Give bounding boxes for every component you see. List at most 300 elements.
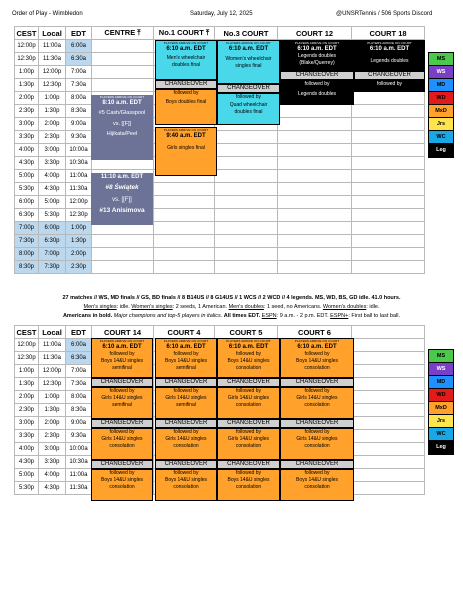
no3-m2b: Quad wheelchair doubles final <box>229 101 268 115</box>
local-time: 12:00p <box>39 66 66 79</box>
cest-time: 3:30p <box>15 131 39 144</box>
legend-md: MD <box>429 376 453 389</box>
edt-time: 11:00a <box>66 469 92 482</box>
match-line-2: consolation <box>235 401 262 408</box>
c18-arrive-label: PLAYERS ARRIVE ON COURT <box>367 41 412 45</box>
cest-time: 12:00p <box>15 339 39 352</box>
local-time: 3:30p <box>39 456 66 469</box>
local-time: 12:30p <box>39 378 66 391</box>
italics-note: Major champions and top-5 players in italics. <box>113 313 223 319</box>
court-0-first-match <box>91 338 153 378</box>
time-row <box>15 209 425 222</box>
court-slot <box>154 261 215 274</box>
c12-m2b: Legends doubles <box>297 90 337 97</box>
edt-time: 8:30a <box>66 105 92 118</box>
column-header-3: COURT 14 <box>92 326 154 339</box>
local-time: 4:00p <box>39 170 66 183</box>
local-time: 2:00p <box>39 118 66 131</box>
match-line-1: Boys 14&U singles <box>296 476 338 483</box>
court-slot <box>352 430 425 443</box>
no3-m2a: followed by <box>235 94 261 100</box>
c18-m2a: followed by <box>376 81 402 87</box>
time-row <box>15 183 425 196</box>
local-time: 11:30a <box>39 352 66 365</box>
court-slot <box>352 248 425 261</box>
court-slot <box>215 248 278 261</box>
match-line-0: followed by <box>173 388 199 394</box>
match-line-2: consolation <box>109 483 135 490</box>
court-0-match-3 <box>91 469 153 501</box>
local-time: 1:00p <box>39 391 66 404</box>
court-2-match-3 <box>217 469 280 501</box>
womens-doubles-status: : idle. <box>366 304 380 310</box>
court-slot <box>352 261 425 274</box>
match-line-0: followed by <box>109 429 135 435</box>
no1-m1: Men's wheelchair doubles final <box>166 55 206 68</box>
match-line-2: semifinal <box>112 364 132 371</box>
changeover-label: CHANGEOVER <box>227 379 270 385</box>
court-slot <box>215 144 278 157</box>
match-line-0: followed by <box>173 429 199 435</box>
cest-time: 5:00p <box>15 170 39 183</box>
no1-match-1 <box>155 40 217 80</box>
arrive-label: PLAYERS ARRIVE ON COURT <box>294 339 340 343</box>
court-slot <box>278 235 352 248</box>
changeover-label: CHANGEOVER <box>227 461 270 467</box>
no3-start: 6:10 a.m. EDT <box>228 46 269 53</box>
time-row <box>15 196 425 209</box>
match-line-1: Girls 14&U singles <box>227 394 270 401</box>
court-slot <box>278 157 352 170</box>
match-line-0: followed by <box>235 429 261 435</box>
legend-top <box>428 52 454 158</box>
mens-doubles-status: : 1 seed, no Americans. <box>263 304 322 310</box>
local-time: 12:00p <box>39 365 66 378</box>
local-time: 7:00p <box>39 248 66 261</box>
column-header-6: COURT 12 <box>278 27 352 40</box>
no3-match-2 <box>217 93 280 125</box>
no1-arrive-label: PLAYERS ARRIVE ON COURT <box>163 41 209 45</box>
changeover-label: CHANGEOVER <box>100 379 144 385</box>
court-slot <box>92 235 154 248</box>
local-time: 2:30p <box>39 131 66 144</box>
changeover-label: CHANGEOVER <box>164 379 208 385</box>
match-line-1: Boys 14&U singles <box>227 357 270 364</box>
summary-line-1: 27 matches // WS, MD finals // GS, BD finals // 8 B14US // 8 G14US // 1 WCS // 2 WCD // 4 legends. MS, WD, BS, GD idle. 41.0 hours. <box>62 295 401 301</box>
changeover-label: CHANGEOVER <box>100 461 144 467</box>
legend-bottom <box>428 349 454 455</box>
match-line-1: Boys 14&U singles <box>101 357 143 364</box>
court-slot <box>92 66 154 79</box>
edt-time: 6:00a <box>66 40 92 53</box>
centre-m1-l1: #5 Cash/Glasspool <box>98 110 146 117</box>
cest-time: 2:00p <box>15 391 39 404</box>
court-2-first-match <box>217 338 280 378</box>
no3-changeover <box>217 84 280 93</box>
changeover-bar <box>91 378 153 387</box>
changeover-bar <box>155 460 217 469</box>
cest-time: 4:30p <box>15 456 39 469</box>
match-line-0: followed by <box>109 388 135 394</box>
time-row <box>15 131 425 144</box>
court-slot <box>92 40 154 53</box>
edt-time: 12:00p <box>66 196 92 209</box>
court-3-match-3 <box>280 469 354 501</box>
column-header-3: CENTRE ⤒ <box>92 27 154 40</box>
legend-mxd: MxD <box>429 105 453 118</box>
legend-jrs: Jrs <box>429 415 453 428</box>
column-header-2: EDT <box>66 27 92 40</box>
edt-time: 10:00a <box>66 443 92 456</box>
match-line-2: consolation <box>235 442 262 449</box>
centre-m2-l3: #13 Anisimova <box>99 206 145 214</box>
court-slot <box>215 261 278 274</box>
local-time: 3:00p <box>39 144 66 157</box>
edt-time: 9:30a <box>66 430 92 443</box>
cest-time: 6:30p <box>15 209 39 222</box>
match-line-0: followed by <box>173 470 199 476</box>
court-slot <box>92 79 154 92</box>
arrive-label: PLAYERS ARRIVE ON COURT <box>99 339 145 343</box>
cest-time: 6:00p <box>15 196 39 209</box>
court-slot <box>278 105 352 118</box>
court-slot <box>278 118 352 131</box>
match-line-2: semifinal <box>176 364 196 371</box>
changeover-label: CHANGEOVER <box>295 461 339 467</box>
cest-time: 12:00p <box>15 40 39 53</box>
time-row <box>15 261 425 274</box>
mens-doubles-label: Men's doubles <box>228 304 264 310</box>
time-row <box>15 144 425 157</box>
edt-time: 12:30p <box>66 209 92 222</box>
edt-time: 10:00a <box>66 144 92 157</box>
changeover-bar <box>155 378 217 387</box>
legend-wc: WC <box>429 131 453 144</box>
centre-arrive-label: PLAYERS ARRIVE ON COURT <box>99 95 145 99</box>
edt-time: 6:30a <box>66 352 92 365</box>
cest-time: 8:00p <box>15 248 39 261</box>
legend-ms: MS <box>429 53 453 66</box>
court-slot <box>352 209 425 222</box>
page-date: Saturday, July 12, 2025 <box>190 11 253 17</box>
edt-time: 6:30a <box>66 53 92 66</box>
changeover-bar <box>155 419 217 428</box>
legend-ms: MS <box>429 350 453 363</box>
womens-singles-label: Women's singles <box>131 304 173 310</box>
court-2-match-2 <box>217 428 280 460</box>
column-header-empty <box>352 326 425 339</box>
changeover-bar <box>217 378 280 387</box>
mens-singles-label: Men's singles <box>83 304 117 310</box>
court-slot <box>352 378 425 391</box>
court-slot <box>92 53 154 66</box>
cest-time: 4:30p <box>15 157 39 170</box>
court-slot <box>154 222 215 235</box>
column-header-6: COURT 6 <box>278 326 352 339</box>
court-slot <box>278 196 352 209</box>
local-time: 11:30a <box>39 53 66 66</box>
match-line-0: followed by <box>304 470 330 476</box>
match-line-2: consolation <box>109 442 135 449</box>
c18-match-1 <box>354 40 425 71</box>
legend-ws: WS <box>429 66 453 79</box>
court-slot <box>278 248 352 261</box>
court-slot <box>352 365 425 378</box>
no1-changeover <box>155 80 217 89</box>
match-line-1: Boys 14&U singles <box>296 357 338 364</box>
cest-time: 2:30p <box>15 105 39 118</box>
local-time: 1:30p <box>39 404 66 417</box>
centre-start-1: 8:10 a.m. EDT <box>102 100 142 107</box>
court-slot <box>154 183 215 196</box>
court-2-match-1 <box>217 387 280 419</box>
local-time: 11:00a <box>39 339 66 352</box>
page-credit: @UNSRTennis / 506 Sports Discord <box>336 11 433 17</box>
time-row <box>15 170 425 183</box>
no1-arrive-label-2: PLAYERS ARRIVE ON COURT <box>163 128 209 132</box>
match-line-2: consolation <box>173 442 199 449</box>
local-time: 4:30p <box>39 183 66 196</box>
edt-time: 11:30a <box>66 183 92 196</box>
centre-match-1 <box>91 95 153 160</box>
espn-hours: : 9 a.m. - 2 p.m. EDT. <box>276 313 329 319</box>
court-slot <box>154 196 215 209</box>
column-header-0: CEST <box>16 327 37 337</box>
cest-time: 1:30p <box>15 79 39 92</box>
column-header-0: CEST <box>16 28 37 38</box>
espn-label: ESPN <box>261 313 277 319</box>
changeover-bar <box>217 460 280 469</box>
cest-time: 2:00p <box>15 92 39 105</box>
local-time: 6:00p <box>39 222 66 235</box>
match-line-1: Girls 14&U singles <box>296 394 338 401</box>
court-1-match-2 <box>155 428 217 460</box>
match-line-1: Girls 14&U singles <box>165 435 207 442</box>
centre-m2-l1: #8 Świątek <box>105 184 139 192</box>
match-line-2: consolation <box>304 442 330 449</box>
court-slot <box>352 92 425 105</box>
match-line-2: consolation <box>304 483 330 490</box>
no3-changeover-label: CHANGEOVER <box>227 85 270 91</box>
court-slot <box>352 144 425 157</box>
local-time: 4:30p <box>39 482 66 495</box>
court-slot <box>352 131 425 144</box>
match-line-2: consolation <box>235 364 262 371</box>
cest-time: 7:30p <box>15 235 39 248</box>
court-slot <box>278 261 352 274</box>
espn-plus-label: ESPN+ <box>330 313 349 319</box>
c12-m1a: Legends doubles <box>297 53 337 60</box>
changeover-label: CHANGEOVER <box>295 379 339 385</box>
court-slot <box>215 222 278 235</box>
column-header-1: Local <box>39 326 66 339</box>
match-line-0: followed by <box>304 388 330 394</box>
court-0-match-2 <box>91 428 153 460</box>
c12-match-2 <box>280 80 354 105</box>
americans-note: Americans in bold. <box>62 313 113 319</box>
edt-time: 1:30p <box>66 235 92 248</box>
court-slot <box>352 222 425 235</box>
changeover-label: CHANGEOVER <box>295 420 339 426</box>
legend-wc: WC <box>429 428 453 441</box>
court-slot <box>352 235 425 248</box>
court-slot <box>352 183 425 196</box>
court-slot <box>215 183 278 196</box>
court-slot <box>352 391 425 404</box>
centre-start-2: 11:10 a.m. EDT <box>100 174 144 180</box>
column-header-4: COURT 4 <box>154 326 215 339</box>
no3-m1: Women's wheelchair singles final <box>225 56 272 69</box>
cest-time: 7:00p <box>15 222 39 235</box>
court-1-match-3 <box>155 469 217 501</box>
court-slot <box>352 118 425 131</box>
match-line-1: Boys 14&U singles <box>227 476 270 483</box>
c12-changeover <box>280 71 354 80</box>
court-slot <box>352 482 425 495</box>
edt-time: 1:00p <box>66 222 92 235</box>
no3-arrive-label: PLAYERS ARRIVE ON COURT <box>226 41 271 45</box>
edt-time: 10:30a <box>66 157 92 170</box>
local-time: 3:00p <box>39 443 66 456</box>
c12-match-1 <box>280 40 354 71</box>
c18-start: 6:10 a.m. EDT <box>369 46 410 53</box>
column-header-1: Local <box>39 27 66 40</box>
court-slot <box>278 222 352 235</box>
edt-time: 9:00a <box>66 118 92 131</box>
local-time: 2:00p <box>39 417 66 430</box>
court-slot <box>352 443 425 456</box>
court-slot <box>352 157 425 170</box>
match-line-1: Boys 14&U singles <box>165 357 207 364</box>
centre-m1-l2: vs. [[F]] <box>112 120 132 127</box>
edt-time: 2:30p <box>66 261 92 274</box>
cest-time: 3:30p <box>15 430 39 443</box>
column-header-5: No.3 COURT <box>215 27 278 40</box>
no3-match-1 <box>217 40 280 84</box>
local-time: 2:30p <box>39 430 66 443</box>
edt-time: 2:00p <box>66 248 92 261</box>
espn-plus-hours: : First ball to last ball. <box>348 313 401 319</box>
c18-m1: Legends doubles <box>370 58 409 65</box>
edt-time: 8:00a <box>66 391 92 404</box>
legend-ws: WS <box>429 363 453 376</box>
local-time: 7:30p <box>39 261 66 274</box>
match-line-0: followed by <box>304 429 330 435</box>
match-line-2: consolation <box>304 364 330 371</box>
no1-match-3 <box>155 127 217 176</box>
local-time: 1:30p <box>39 105 66 118</box>
c12-m2a: followed by <box>304 81 330 87</box>
court-slot <box>352 469 425 482</box>
court-slot <box>352 105 425 118</box>
edt-time: 7:00a <box>66 66 92 79</box>
edt-time: 8:00a <box>66 92 92 105</box>
court-slot <box>215 209 278 222</box>
cest-time: 12:30p <box>15 352 39 365</box>
court-0-match-1 <box>91 387 153 419</box>
edt-time: 6:00a <box>66 339 92 352</box>
c12-arrive-label: PLAYERS ARRIVE ON COURT <box>294 41 340 45</box>
court-slot <box>92 261 154 274</box>
cest-time: 1:30p <box>15 378 39 391</box>
column-header-5: COURT 5 <box>215 326 278 339</box>
changeover-bar <box>280 419 354 428</box>
page-title: Order of Play - Wimbledon <box>12 11 83 17</box>
time-row <box>15 248 425 261</box>
edt-time: 11:00a <box>66 170 92 183</box>
c12-changeover-label: CHANGEOVER <box>295 72 339 78</box>
cest-time: 1:00p <box>15 66 39 79</box>
court-slot <box>215 196 278 209</box>
local-time: 12:30p <box>39 79 66 92</box>
legend-jrs: Jrs <box>429 118 453 131</box>
no1-m2b: Boys doubles final <box>165 98 207 105</box>
match-line-2: consolation <box>304 401 330 408</box>
no1-m3: Girls singles final <box>167 145 205 152</box>
cest-time: 8:30p <box>15 261 39 274</box>
court-slot <box>352 456 425 469</box>
edt-time: 9:00a <box>66 417 92 430</box>
court-slot <box>154 248 215 261</box>
cest-time: 3:00p <box>15 417 39 430</box>
match-line-2: consolation <box>173 483 199 490</box>
summary-line-2 <box>4 303 459 312</box>
match-line-0: followed by <box>109 351 135 358</box>
edt-time: 7:30a <box>66 79 92 92</box>
edt-time: 7:30a <box>66 378 92 391</box>
match-line-1: Boys 14&U singles <box>101 476 143 483</box>
court-slot <box>352 404 425 417</box>
match-line-1: Girls 14&U singles <box>296 435 338 442</box>
changeover-bar <box>91 419 153 428</box>
column-header-7: COURT 18 <box>352 27 425 40</box>
womens-singles-status: : 2 seeds, 1 American. <box>172 304 228 310</box>
court-1-first-match <box>155 338 217 378</box>
time-row <box>15 222 425 235</box>
c12-m1b: (Blake/Querrey) <box>299 59 335 66</box>
court-slot <box>278 144 352 157</box>
no1-m2a: followed by <box>173 90 199 96</box>
match-start: 6:10 a.m. EDT <box>102 344 142 351</box>
court-slot <box>352 352 425 365</box>
court-slot <box>278 209 352 222</box>
cest-time: 4:00p <box>15 144 39 157</box>
court-3-match-2 <box>280 428 354 460</box>
no1-changeover-label: CHANGEOVER <box>164 81 208 87</box>
cest-time: 12:30p <box>15 53 39 66</box>
c12-start: 6:10 a.m. EDT <box>297 46 337 53</box>
court-slot <box>278 170 352 183</box>
match-start: 6:10 a.m. EDT <box>297 344 337 351</box>
column-header-4: No.1 COURT ⤒ <box>154 27 215 40</box>
cest-time: 5:00p <box>15 469 39 482</box>
changeover-bar <box>91 460 153 469</box>
local-time: 5:00p <box>39 196 66 209</box>
no1-m3-start: 9:40 a.m. EDT <box>166 133 206 140</box>
match-start: 6:10 a.m. EDT <box>228 344 269 351</box>
legend-wd: WD <box>429 389 453 402</box>
legend-mxd: MxD <box>429 402 453 415</box>
match-line-0: followed by <box>235 470 261 476</box>
column-header-2: EDT <box>66 326 92 339</box>
edt-time: 10:30a <box>66 456 92 469</box>
c18-changeover <box>354 71 425 80</box>
court-slot <box>215 131 278 144</box>
court-slot <box>154 235 215 248</box>
edt-time: 11:30a <box>66 482 92 495</box>
local-time: 5:30p <box>39 209 66 222</box>
court-slot <box>215 235 278 248</box>
